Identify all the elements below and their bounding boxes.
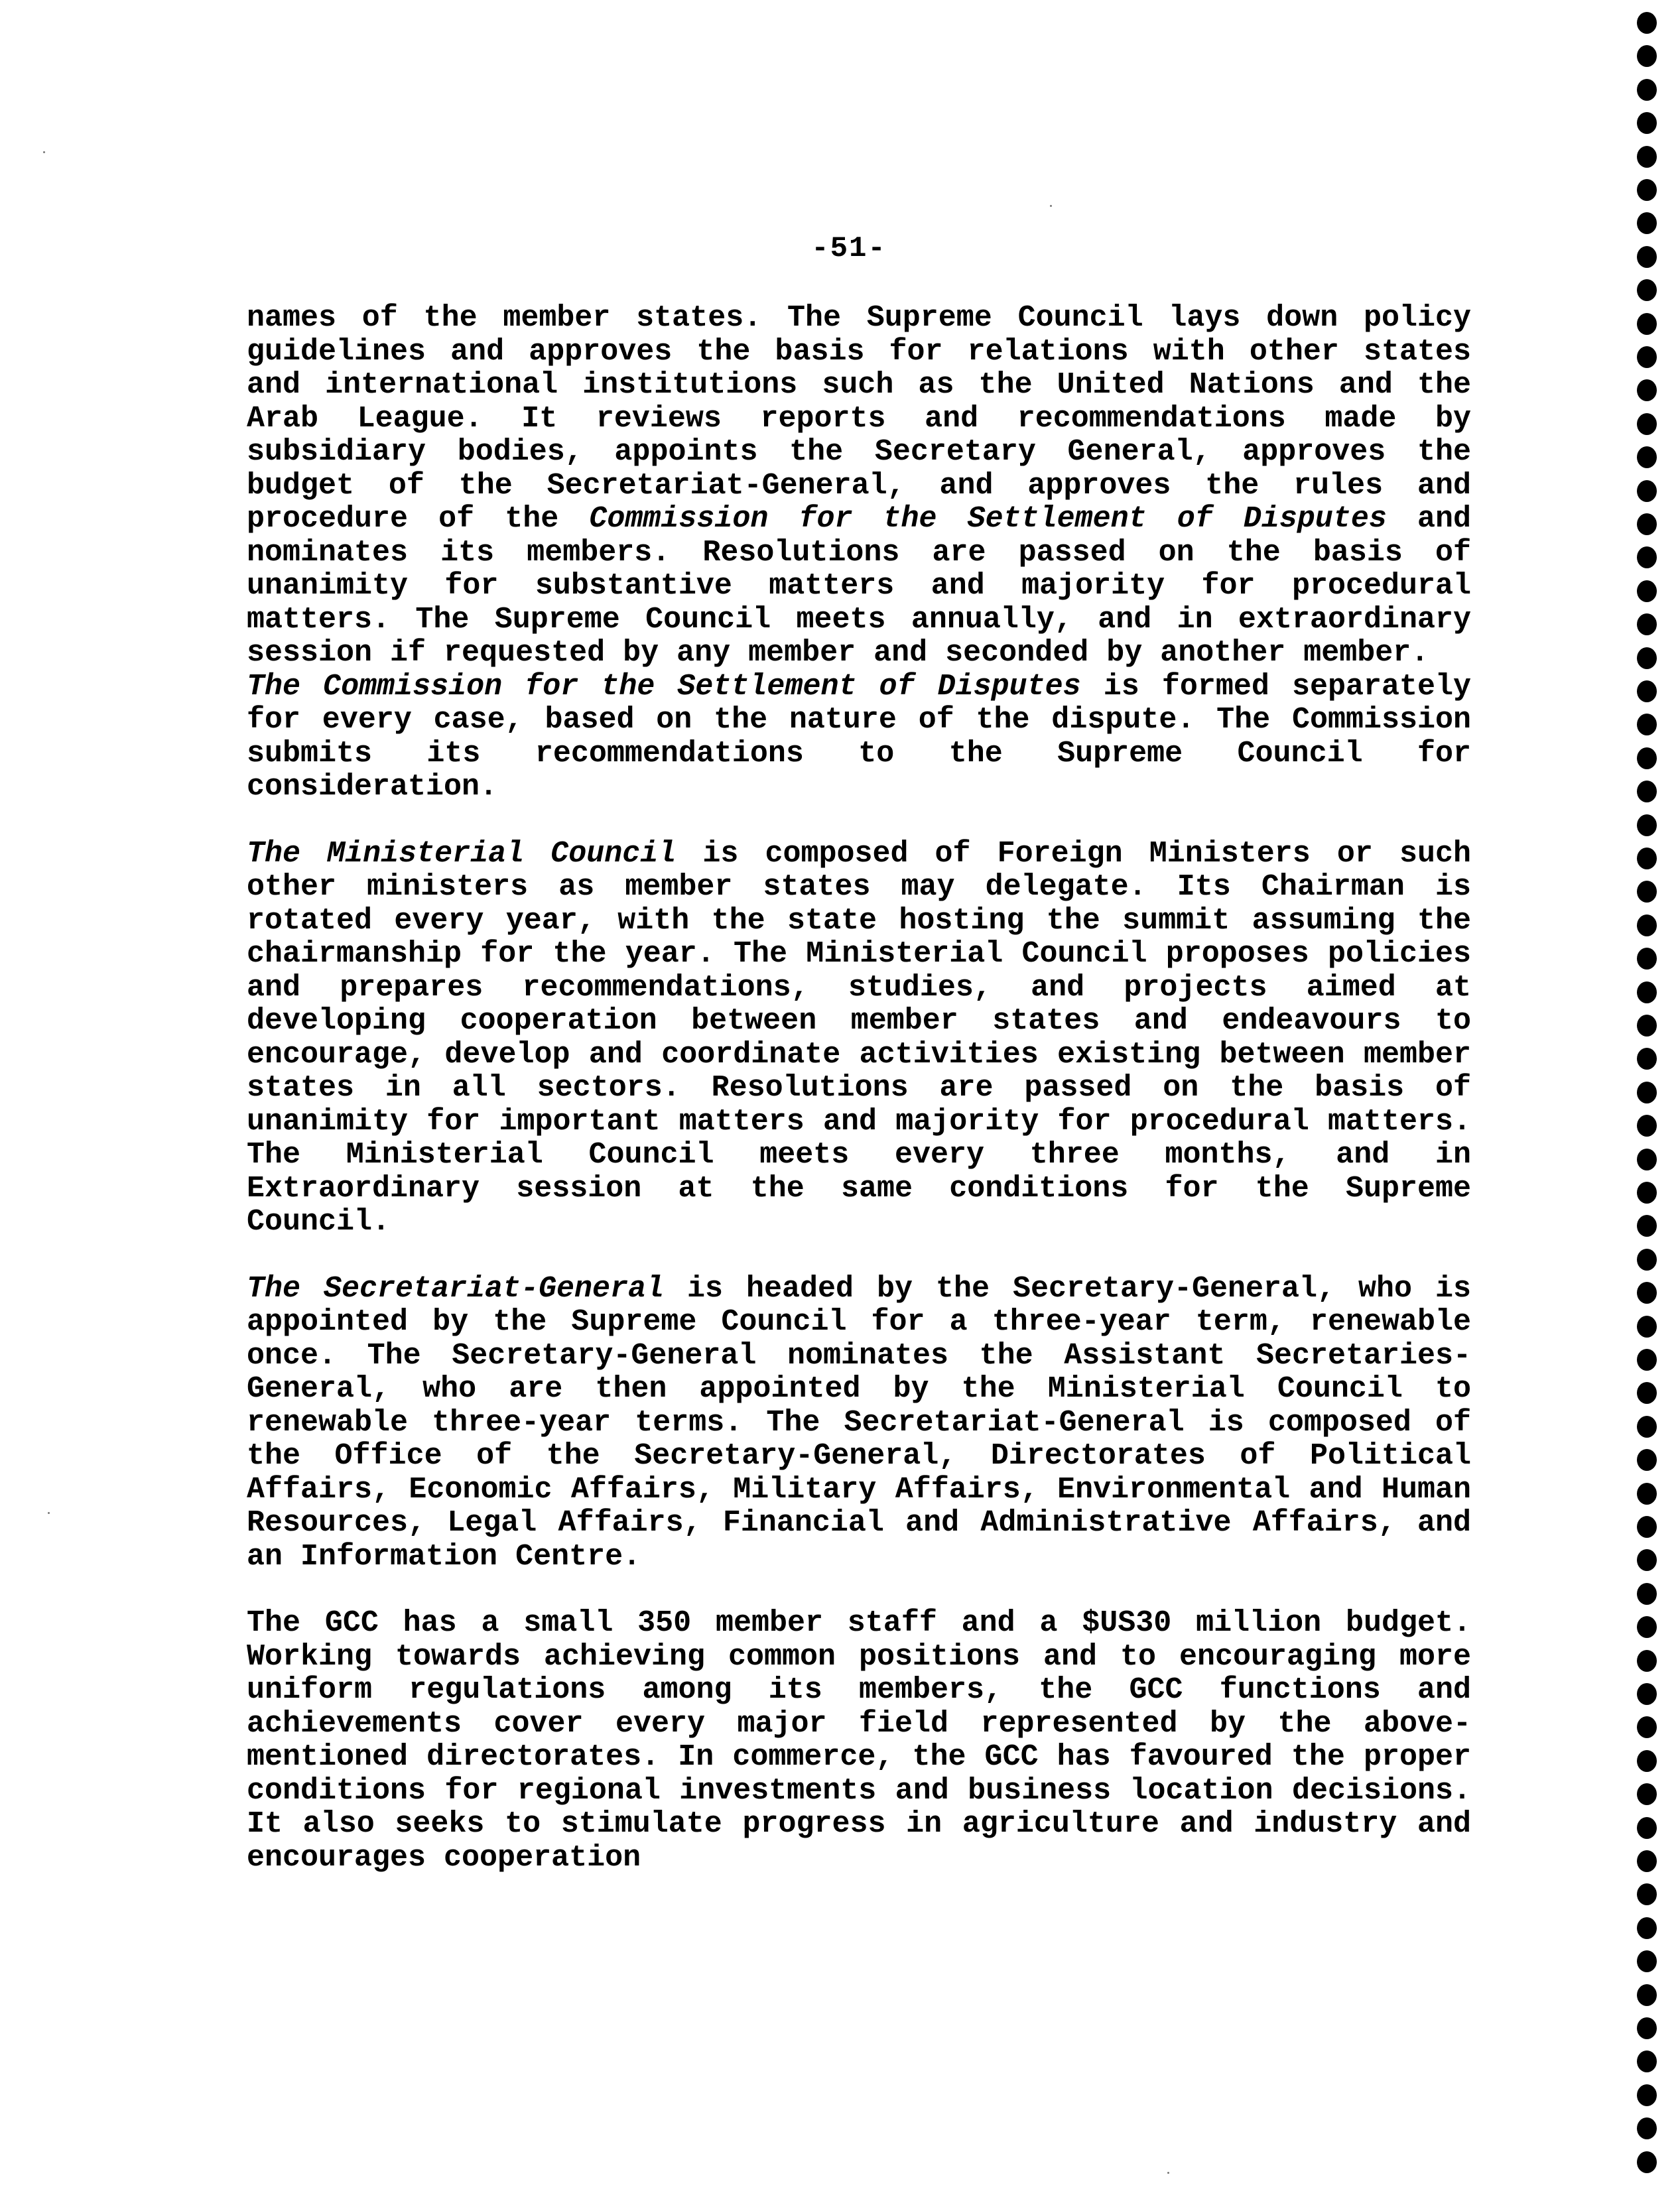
binding-hole: [1637, 1883, 1657, 1905]
binding-hole: [1637, 446, 1657, 468]
binding-hole: [1637, 1716, 1657, 1738]
paragraph-supreme-council: [247, 302, 1471, 670]
binding-hole: [1637, 948, 1657, 970]
binding-hole: [1637, 848, 1657, 869]
binding-hole: [1637, 1449, 1657, 1471]
binding-hole: [1637, 1683, 1657, 1705]
scan-speck: [1167, 2172, 1169, 2174]
binding-holes: [1637, 0, 1663, 2205]
binding-hole: [1637, 1249, 1657, 1271]
italic-term: The Ministerial Council: [247, 836, 677, 871]
text-segment: is composed of Foreign Ministers or such other ministers as member states may delegate. Its Chairman is rotated every year, with the state hosting the summit assuming the chairmanship for the year. The Ministerial Council proposes policies and prepares recommendations, studies, and projects aimed at developing cooperation between member states and endeavours to encourage, develop and coordinate activities existing between member states in all sectors. Resolutions are passed on the basis of unanimity for important matters and majority for procedural matters. The Ministerial Council meets every three months, and in Extraordinary session at the same conditions for the Supreme Council.: [247, 836, 1471, 1239]
binding-hole: [1637, 112, 1657, 134]
binding-hole: [1637, 1650, 1657, 1672]
binding-hole: [1637, 513, 1657, 535]
paragraph-secretariat-general: [247, 1273, 1471, 1574]
binding-hole: [1637, 179, 1657, 201]
binding-hole: [1637, 1917, 1657, 1939]
binding-hole: [1637, 1483, 1657, 1505]
binding-hole: [1637, 1850, 1657, 1872]
binding-hole: [1637, 313, 1657, 335]
binding-hole: [1637, 1783, 1657, 1805]
binding-hole: [1637, 580, 1657, 602]
binding-hole: [1637, 12, 1657, 34]
binding-hole: [1637, 1616, 1657, 1638]
binding-hole: [1637, 1349, 1657, 1371]
binding-hole: [1637, 379, 1657, 401]
binding-hole: [1637, 413, 1657, 435]
binding-hole: [1637, 1750, 1657, 1772]
binding-hole: [1637, 1382, 1657, 1404]
binding-hole: [1637, 1149, 1657, 1170]
binding-hole: [1637, 1082, 1657, 1103]
binding-hole: [1637, 914, 1657, 936]
text-segment: is formed separately for every case, based on the nature of the dispute. The Commission submits its recommendations to the Supreme Council for consideration.: [247, 669, 1471, 804]
binding-hole: [1637, 881, 1657, 903]
binding-hole: [1637, 79, 1657, 101]
binding-hole: [1637, 2151, 1657, 2173]
binding-hole: [1637, 781, 1657, 802]
page-number: -51-: [811, 232, 887, 265]
binding-hole: [1637, 613, 1657, 635]
binding-hole: [1637, 1215, 1657, 1237]
text-segment: names of the member states. The Supreme Council lays down policy guidelines and approves the basis for relations with other states and international institutions such as the United Nations and the Arab League. It reviews reports and recommendations made by subsidiary bodies, appoints the Secretary General, approves the budget of the Secretariat-General, and approves the rules and procedure of the: [247, 301, 1471, 536]
binding-hole: [1637, 45, 1657, 67]
binding-hole: [1637, 279, 1657, 301]
binding-hole: [1637, 1583, 1657, 1605]
text-segment: and nominates its members. Resolutions are passed on the basis of unanimity for substantive matters and majority for procedural matters. The Supreme Council meets annually, and in extraordinary session if requested by any member and seconded by another member.: [247, 502, 1471, 670]
binding-hole: [1637, 1516, 1657, 1538]
binding-hole: [1637, 647, 1657, 669]
binding-hole: [1637, 1950, 1657, 1972]
binding-hole: [1637, 246, 1657, 268]
paragraph-ministerial-council: [247, 838, 1471, 1239]
binding-hole: [1637, 1015, 1657, 1037]
body-text: [247, 302, 1471, 1875]
binding-hole: [1637, 546, 1657, 568]
scan-speck: [1050, 205, 1052, 207]
paragraph-commission: [247, 670, 1471, 804]
binding-hole: [1637, 714, 1657, 735]
binding-hole: [1637, 1115, 1657, 1137]
italic-term: Commission for the Settlement of Disputes: [589, 502, 1387, 536]
italic-term: The Secretariat-General: [247, 1271, 665, 1306]
binding-hole: [1637, 2017, 1657, 2039]
text-segment: is headed by the Secretary-General, who is appointed by the Supreme Council for a three-year term, renewable once. The Secretary-General nominates the Assistant Secretaries-General, who are then appointed by the Ministerial Council to renewable three-year terms. The Secretariat-General is composed of the Office of the Secretary-General, Directorates of Political Affairs, Economic Affairs, Military Affairs, Environmental and Human Resources, Legal Affairs, Financial and Administrative Affairs, and an Information Centre.: [247, 1271, 1471, 1574]
binding-hole: [1637, 212, 1657, 234]
scan-speck: [48, 1512, 50, 1514]
scan-speck: [43, 151, 45, 153]
binding-hole: [1637, 1549, 1657, 1571]
binding-hole: [1637, 1316, 1657, 1338]
text-segment: The GCC has a small 350 member staff and a $US30 million budget. Working towards achieving common positions and to encouraging more uniform regulations among its members, the GCC functions and achievements cover every major field represented by the above-mentioned directorates. In commerce, the GCC has favoured the proper conditions for regional investments and business location decisions. It also seeks to stimulate progress in agriculture and industry and encourages cooperation: [247, 1606, 1471, 1875]
binding-hole: [1637, 814, 1657, 836]
paragraph-gcc-staff-budget: [247, 1607, 1471, 1875]
binding-hole: [1637, 680, 1657, 702]
binding-hole: [1637, 2050, 1657, 2072]
binding-hole: [1637, 2117, 1657, 2139]
binding-hole: [1637, 146, 1657, 168]
binding-hole: [1637, 1282, 1657, 1304]
binding-hole: [1637, 2084, 1657, 2106]
binding-hole: [1637, 1984, 1657, 2006]
italic-term: The Commission for the Settlement of Disputes: [247, 669, 1081, 704]
binding-hole: [1637, 747, 1657, 769]
binding-hole: [1637, 480, 1657, 502]
binding-hole: [1637, 1416, 1657, 1438]
binding-hole: [1637, 1182, 1657, 1204]
binding-hole: [1637, 346, 1657, 368]
binding-hole: [1637, 1817, 1657, 1839]
binding-hole: [1637, 1048, 1657, 1070]
binding-hole: [1637, 981, 1657, 1003]
